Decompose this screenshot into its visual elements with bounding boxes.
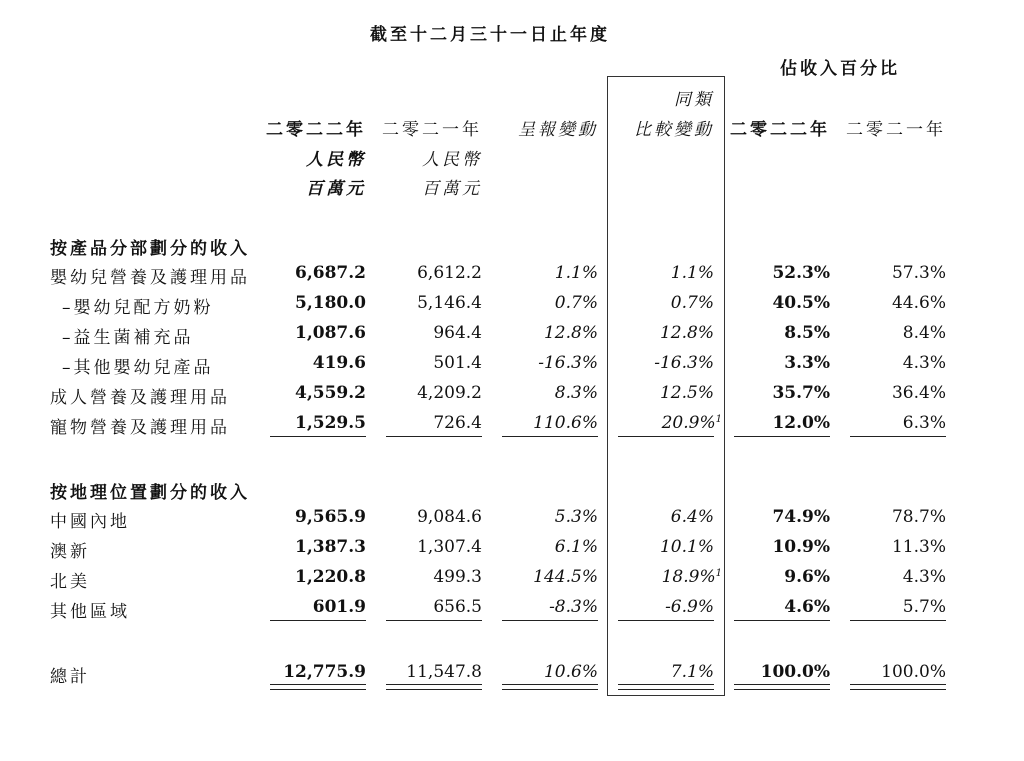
total-2021: 11,547.8 <box>406 662 482 682</box>
geo-rule-reported <box>502 620 598 621</box>
cell-p2022: 35.7% <box>772 383 830 403</box>
row-label: 澳新 <box>50 542 90 562</box>
cell-v2021: 1,307.4 <box>417 537 482 557</box>
cell-v2021: 964.4 <box>433 323 482 343</box>
cell-p2021: 5.7% <box>902 597 946 617</box>
period-title: 截至十二月三十一日止年度 <box>370 25 610 45</box>
total-reported-change: 10.6% <box>543 662 598 682</box>
cell-p2021: 4.3% <box>902 567 946 587</box>
cell-v2021: 4,209.2 <box>417 383 482 403</box>
col-header-reported-change: 呈報變動 <box>518 120 598 140</box>
cell-lfl: 1.1% <box>670 263 714 283</box>
cell-lfl <box>662 413 722 433</box>
unit-million-2021: 百萬元 <box>422 179 482 199</box>
row-label: 中國內地 <box>50 512 130 532</box>
row-label: 成人營養及護理用品 <box>50 388 230 408</box>
total-double-rule-2022-pct <box>734 684 830 690</box>
cell-v2022: 601.9 <box>312 597 366 617</box>
cell-reported: -8.3% <box>549 597 598 617</box>
cell-lfl: 6.4% <box>670 507 714 527</box>
cell-p2022: 10.9% <box>772 537 830 557</box>
cell-v2021: 9,084.6 <box>417 507 482 527</box>
section-title-geography: 按地理位置劃分的收入 <box>50 483 250 503</box>
row-label: 嬰幼兒營養及護理用品 <box>50 268 250 288</box>
cell-v2021: 726.4 <box>433 413 482 433</box>
row-label: 寵物營養及護理用品 <box>50 418 230 438</box>
cell-reported: 110.6% <box>533 413 598 433</box>
geo-rule-2021-pct <box>850 620 946 621</box>
unit-million-2022: 百萬元 <box>306 179 366 199</box>
cell-p2021: 11.3% <box>891 537 946 557</box>
cell-p2022: 40.5% <box>772 293 830 313</box>
cell-p2021: 6.3% <box>902 413 946 433</box>
col-header-2022-pct: 二零二二年 <box>730 120 830 140</box>
cell-v2022: 1,220.8 <box>295 567 366 587</box>
cell-reported: -16.3% <box>538 353 598 373</box>
like-for-like-value: 18.9% <box>661 567 716 587</box>
geo-rule-lfl <box>618 620 714 621</box>
total-2022: 12,775.9 <box>283 662 366 682</box>
cell-lfl: -16.3% <box>654 353 714 373</box>
unit-currency-2021: 人民幣 <box>422 150 482 170</box>
cell-p2021: 57.3% <box>891 263 946 283</box>
cell-v2022: 4,559.2 <box>295 383 366 403</box>
cell-reported: 144.5% <box>533 567 598 587</box>
cell-p2022: 52.3% <box>772 263 830 283</box>
cell-p2021: 44.6% <box>891 293 946 313</box>
like-for-like-header-line2: 比較變動 <box>634 120 714 140</box>
cell-reported: 0.7% <box>554 293 598 313</box>
total-2021-pct: 100.0% <box>881 662 946 682</box>
cell-reported: 12.8% <box>543 323 598 343</box>
geo-rule-2022 <box>270 620 366 621</box>
cell-p2021: 8.4% <box>902 323 946 343</box>
cell-v2022: 9,565.9 <box>295 507 366 527</box>
total-like-for-like-change: 7.1% <box>670 662 714 682</box>
cell-p2021: 36.4% <box>891 383 946 403</box>
cell-lfl: 12.8% <box>659 323 714 343</box>
footnote-marker: 1 <box>715 568 722 579</box>
cell-p2022: 3.3% <box>784 353 830 373</box>
subtotal-rule-2021 <box>386 436 482 437</box>
cell-v2021: 6,612.2 <box>417 263 482 283</box>
geo-rule-2021 <box>386 620 482 621</box>
cell-v2022: 1,529.5 <box>295 413 366 433</box>
subtotal-rule-lfl <box>618 436 714 437</box>
geo-rule-2022-pct <box>734 620 830 621</box>
cell-v2021: 5,146.4 <box>417 293 482 313</box>
cell-v2021: 656.5 <box>433 597 482 617</box>
total-double-rule-2021-pct <box>850 684 946 690</box>
col-header-2022: 二零二二年 <box>266 120 366 140</box>
subtotal-rule-2022 <box>270 436 366 437</box>
row-label: –嬰幼兒配方奶粉 <box>62 298 214 318</box>
cell-reported: 6.1% <box>554 537 598 557</box>
row-label: 北美 <box>50 572 90 592</box>
row-label: 其他區域 <box>50 602 130 622</box>
total-double-rule-reported <box>502 684 598 690</box>
cell-p2021: 4.3% <box>902 353 946 373</box>
cell-v2022: 5,180.0 <box>295 293 366 313</box>
cell-lfl: 10.1% <box>659 537 714 557</box>
row-label: –其他嬰幼兒產品 <box>62 358 214 378</box>
cell-lfl <box>662 567 722 587</box>
cell-p2021: 78.7% <box>891 507 946 527</box>
cell-p2022: 8.5% <box>784 323 830 343</box>
total-2022-pct: 100.0% <box>760 662 830 682</box>
cell-v2022: 6,687.2 <box>295 263 366 283</box>
col-header-2021: 二零二一年 <box>382 120 482 140</box>
cell-lfl: 12.5% <box>659 383 714 403</box>
total-label: 總計 <box>50 667 90 687</box>
cell-reported: 1.1% <box>554 263 598 283</box>
subtotal-rule-2022-pct <box>734 436 830 437</box>
percent-of-revenue-title: 佔收入百分比 <box>780 59 900 79</box>
cell-p2022: 9.6% <box>784 567 830 587</box>
subtotal-rule-2021-pct <box>850 436 946 437</box>
cell-p2022: 12.0% <box>772 413 830 433</box>
cell-v2022: 1,087.6 <box>295 323 366 343</box>
total-double-rule-lfl <box>618 684 714 690</box>
unit-currency-2022: 人民幣 <box>306 150 366 170</box>
cell-p2022: 4.6% <box>784 597 830 617</box>
cell-reported: 8.3% <box>554 383 598 403</box>
cell-v2022: 419.6 <box>312 353 366 373</box>
footnote-marker: 1 <box>715 414 722 425</box>
cell-v2021: 501.4 <box>433 353 482 373</box>
total-double-rule-2021 <box>386 684 482 690</box>
section-title-product: 按產品分部劃分的收入 <box>50 239 250 259</box>
subtotal-rule-reported <box>502 436 598 437</box>
like-for-like-value: 20.9% <box>661 413 716 433</box>
row-label: –益生菌補充品 <box>62 328 194 348</box>
col-header-2021-pct: 二零二一年 <box>846 120 946 140</box>
cell-v2021: 499.3 <box>433 567 482 587</box>
like-for-like-header-line1: 同類 <box>674 90 714 110</box>
total-double-rule-2022 <box>270 684 366 690</box>
cell-v2022: 1,387.3 <box>295 537 366 557</box>
cell-p2022: 74.9% <box>772 507 830 527</box>
cell-lfl: 0.7% <box>670 293 714 313</box>
cell-reported: 5.3% <box>554 507 598 527</box>
cell-lfl: -6.9% <box>665 597 714 617</box>
